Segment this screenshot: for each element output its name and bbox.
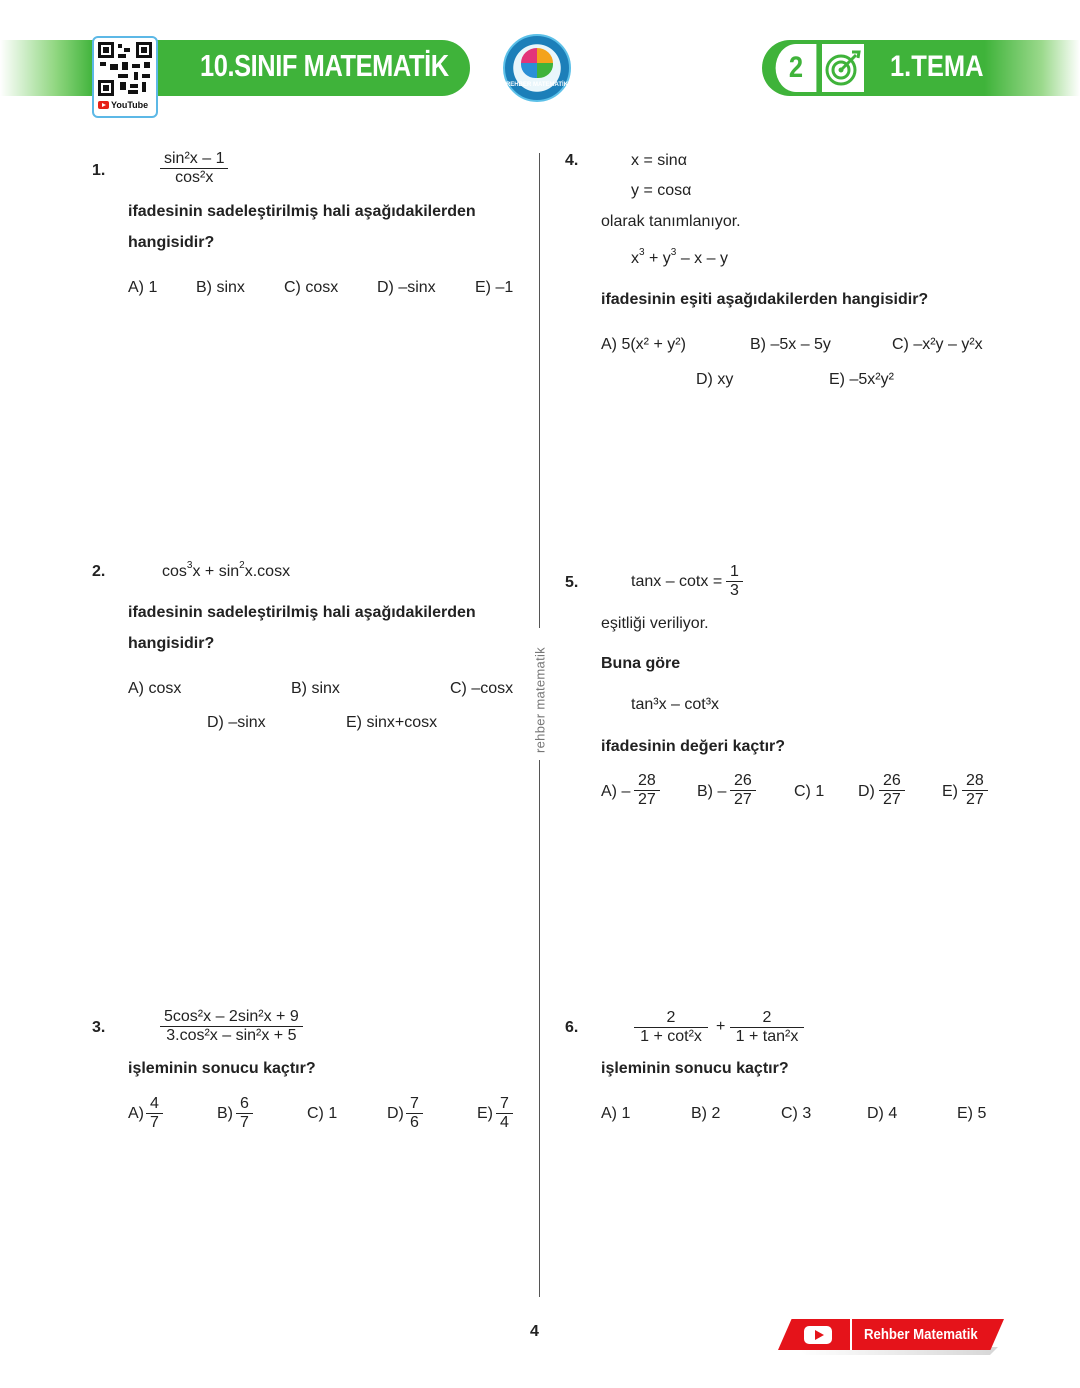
q5-option-a-label[interactable]: A) –: [601, 783, 631, 800]
question-number: 3.: [92, 1019, 106, 1036]
q2-prompt-line2: hangisidir?: [128, 635, 215, 652]
q3-numerator: 5cos²x – 2sin²x + 9: [164, 1008, 299, 1025]
numerator: 7: [500, 1095, 509, 1112]
q5-option-d-label[interactable]: D): [858, 783, 875, 800]
q1-option-c[interactable]: C) cosx: [284, 279, 339, 296]
q2-expr-part: cos: [162, 563, 187, 580]
q5-description: eşitliği veriliyor.: [601, 615, 709, 632]
q3-fraction: [160, 1008, 303, 1045]
q4-option-e[interactable]: E) –5x²y²: [829, 371, 894, 388]
youtube-play-icon: [804, 1326, 832, 1344]
qr-caption: [98, 100, 148, 110]
q3-option-c[interactable]: C) 1: [307, 1105, 338, 1122]
page-number: 4: [530, 1323, 539, 1340]
q3-option-b-label[interactable]: B): [217, 1105, 233, 1122]
denominator: 7: [146, 1113, 163, 1132]
question-number: 2.: [92, 563, 106, 580]
numerator: 26: [734, 772, 752, 789]
numerator: 6: [240, 1095, 249, 1112]
q2-option-d[interactable]: D) –sinx: [207, 714, 266, 731]
q6-option-d[interactable]: D) 4: [867, 1105, 898, 1122]
q3-option-a-fraction[interactable]: [146, 1095, 163, 1132]
q3-prompt: işleminin sonucu kaçtır?: [128, 1060, 316, 1077]
numerator: 2: [666, 1009, 676, 1026]
q6-option-a[interactable]: A) 1: [601, 1105, 631, 1122]
q1-option-b[interactable]: B) sinx: [196, 279, 245, 296]
numerator: 7: [410, 1095, 419, 1112]
column-divider-bottom: [539, 760, 540, 1297]
q3-option-b-fraction[interactable]: [236, 1095, 253, 1132]
side-label: [520, 647, 560, 753]
q5-option-c[interactable]: C) 1: [794, 783, 825, 800]
denominator: 3: [726, 581, 743, 600]
q5-option-e-fraction[interactable]: [962, 772, 988, 809]
q5-prompt: ifadesinin değeri kaçtır?: [601, 738, 786, 755]
numerator: 4: [150, 1095, 159, 1112]
q1-option-d[interactable]: D) –sinx: [377, 279, 436, 296]
q3-option-e-label[interactable]: E): [477, 1105, 493, 1122]
q2-option-a[interactable]: A) cosx: [128, 680, 182, 697]
q3-denominator: 3.cos²x – sin²x + 5: [160, 1026, 303, 1045]
q2-option-e[interactable]: E) sinx+cosx: [346, 714, 438, 731]
q2-expr-part: x.cosx: [244, 563, 291, 580]
question-number: 4.: [565, 152, 579, 169]
q6-fraction-2: [730, 1009, 804, 1046]
q5-equation: tanx – cotx =: [631, 573, 723, 590]
question-number: 1.: [92, 162, 106, 179]
q4-option-b[interactable]: B) –5x – 5y: [750, 336, 831, 353]
qr-code[interactable]: [92, 36, 158, 118]
q3-option-e-fraction[interactable]: [496, 1095, 513, 1132]
q4-description: olarak tanımlanıyor.: [601, 213, 741, 230]
unit-number-badge: 2: [776, 44, 817, 92]
column-divider-top: [539, 153, 540, 628]
banner-separator: [850, 1319, 852, 1350]
q1-denominator: cos²x: [160, 168, 228, 187]
q1-option-a[interactable]: A) 1: [128, 279, 158, 296]
theme-title: 1.TEMA: [890, 50, 984, 83]
q4-option-c[interactable]: C) –x²y – y²x: [892, 336, 983, 353]
q6-prompt: işleminin sonucu kaçtır?: [601, 1060, 789, 1077]
question-number: 6.: [565, 1019, 579, 1036]
logo-text: REHBER MATEMATİK: [505, 82, 569, 88]
qr-caption-text: YouTube: [111, 100, 149, 110]
q6-plus-sign: +: [716, 1018, 726, 1035]
q4-definition-x: x = sinα: [631, 152, 687, 169]
q4-expression: $x^3 + y^3 - x - y$: [631, 247, 728, 267]
question-number: 5.: [565, 574, 579, 591]
denominator: 4: [496, 1113, 513, 1132]
q5-option-b-label[interactable]: B) –: [697, 783, 727, 800]
target-icon: [822, 44, 864, 92]
numerator: 2: [762, 1009, 772, 1026]
q4-expr-tail: – x – y: [680, 250, 728, 267]
youtube-channel-banner[interactable]: [778, 1319, 1004, 1350]
q1-prompt-line2: hangisidir?: [128, 234, 215, 251]
q5-rhs-fraction: [726, 563, 743, 600]
q4-option-a[interactable]: A) 5(x² + y²): [601, 336, 686, 353]
numerator: 1: [730, 563, 739, 580]
q1-numerator: sin²x – 1: [164, 150, 225, 167]
q5-option-b-fraction[interactable]: [730, 772, 756, 809]
q5-option-e-label[interactable]: E): [942, 783, 958, 800]
denominator: 27: [962, 790, 988, 809]
denominator: 27: [730, 790, 756, 809]
q5-option-a-fraction[interactable]: [634, 772, 660, 809]
numerator: 28: [638, 772, 656, 789]
q2-option-b[interactable]: B) sinx: [291, 680, 340, 697]
denominator: 1 + cot²x: [634, 1027, 708, 1046]
numerator: 26: [883, 772, 901, 789]
q4-definition-y: y = cosα: [631, 182, 692, 199]
q3-option-d-label[interactable]: D): [387, 1105, 404, 1122]
brain-icon: [521, 48, 553, 78]
denominator: 27: [879, 790, 905, 809]
youtube-icon: [98, 101, 109, 109]
q2-option-c[interactable]: C) –cosx: [450, 680, 514, 697]
q1-prompt-line1: ifadesinin sadeleştirilmiş hali aşağıdakilerden: [128, 203, 476, 220]
q2-expr-part: x + sin: [192, 563, 240, 580]
qr-code-icon: [98, 42, 152, 96]
q1-option-e[interactable]: E) –1: [475, 279, 514, 296]
q6-fraction-1: [634, 1009, 708, 1046]
q6-option-b[interactable]: B) 2: [691, 1105, 721, 1122]
course-title: 10.SINIF MATEMATİK: [200, 48, 449, 83]
q2-prompt-line1: ifadesinin sadeleştirilmiş hali aşağıdakilerden: [128, 604, 476, 621]
q5-condition: Buna göre: [601, 655, 681, 672]
denominator: 27: [634, 790, 660, 809]
q6-option-c[interactable]: C) 3: [781, 1105, 812, 1122]
q3-option-d-fraction[interactable]: [406, 1095, 423, 1132]
q4-prompt: ifadesinin eşiti aşağıdakilerden hangisidir?: [601, 291, 929, 308]
q5-option-d-fraction[interactable]: [879, 772, 905, 809]
channel-name: Rehber Matematik: [864, 1326, 978, 1343]
side-label-text: rehber matematik: [532, 647, 548, 753]
denominator: 6: [406, 1113, 423, 1132]
numerator: 28: [966, 772, 984, 789]
denominator: 7: [236, 1113, 253, 1132]
q6-option-e[interactable]: E) 5: [957, 1105, 987, 1122]
q2-expression: $\cos^3x + \sin^2x.\cos x$: [162, 560, 291, 580]
q1-fraction: [160, 150, 228, 187]
q4-option-d[interactable]: D) xy: [696, 371, 734, 388]
brand-logo: [503, 34, 571, 102]
q3-option-a-label[interactable]: A): [128, 1105, 144, 1122]
denominator: 1 + tan²x: [730, 1027, 804, 1046]
q5-expression: tan³x – cot³x: [631, 696, 720, 713]
